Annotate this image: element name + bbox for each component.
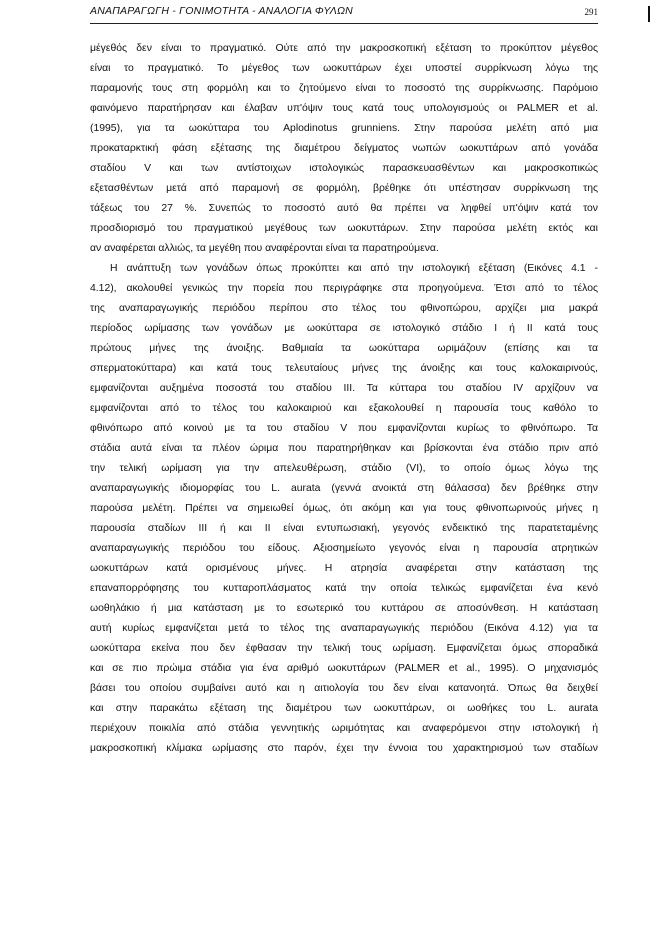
page-number: 291 — [584, 7, 598, 17]
text-line: είναι το πραγματικό. Το μέγεθος των ωοκυττάρων έχει υποστεί συρρίκνωση λόγω της — [90, 63, 598, 74]
text-line: την τελική ωρίμαση για την απελευθέρωση, στάδιο (VI), το οποίο όμως λόγω της — [90, 463, 598, 474]
text-line: αναπαραγωγικής περιόδου του είδους. Αξιοσημείωτο γεγονός είναι η παρουσία ατρητικών — [90, 543, 598, 554]
text-line: εμφανίζονται από το τέλος του καλοκαιριού και εξακολουθεί η παρουσία τους καθόλο το — [90, 403, 598, 414]
text-line: εξετασθέντων μετά από παραμονή σε φορμόλη, βρέθηκε ότι υπέστησαν συρρίκνωση της — [90, 183, 598, 194]
text-line: σπερματοκύτταρα) και κατά τους τελευταίους μήνες της άνοιξης και τους καλοκαιρινούς, — [90, 363, 598, 374]
text-line: περίοδος ωρίμασης των γονάδων με ωοκύτταρα σε ιστολογικό στάδιο Ι ή ΙΙ κατά τους — [90, 323, 598, 334]
text-line: παραμονής τους στη φορμόλη και το ζητούμενο είναι το ποσοστό της συρρίκνωσης. Παρόμοιο — [90, 83, 598, 94]
text-line: πρώτους μήνες της άνοιξης. Βαθμιαία τα ωοκύτταρα ωριμάζουν (επίσης και τα — [90, 343, 598, 354]
text-line: ωοθηλάκιο ή μια κατάσταση με το εσωτερικό του κυττάρου σε αποσύνθεση. Η κατάσταση — [90, 603, 598, 614]
text-line: προκαταρκτική φάση εξέτασης της διαμέτρου δείγματος νωπών ωοκυττάρων από γονάδα — [90, 143, 598, 154]
text-line: της αναπαραγωγικής περιόδου περίπου στο τέλος του φθινοπώρου, αρχίζει μια μακρά — [90, 303, 598, 314]
text-line: ωοκυττάρων κατά ορισμένους μήνες. Η ατρησία αναφέρεται στην κατάσταση της — [90, 563, 598, 574]
text-line: μακροσκοπική κλίμακα ωρίμασης στο παρόν, έχει την έννοια του χαρακτηρισμού των σταδίων — [90, 743, 598, 754]
text-line: στάδια αυτά είναι τα πλέον ώριμα που παρατηρήθηκαν και βρίσκονται ένα στάδιο πριν από — [90, 443, 598, 454]
text-line: παρουσία σταδίων ΙΙΙ ή και ΙΙ είναι εντυπωσιακή, γεγονός ενδεικτικό της παρατεταμένης — [90, 523, 598, 534]
text-line: αυτή κυρίως εμφανίζεται μετά το τέλος της αναπαραγωγικής περιόδου (Εικόνα 4.12) για τα — [90, 623, 598, 634]
text-line: 4.12), ακολουθεί γενικώς την πορεία που περιγράφηκε στα προηγούμενα. Έτσι από το τέλος — [90, 283, 598, 294]
running-header-title: ΑΝΑΠΑΡΑΓΩΓΗ - ΓΟΝΙΜΟΤΗΤΑ - ΑΝΑΛΟΓΙΑ ΦΥΛΩΝ — [90, 5, 353, 17]
text-line: και στην παρακάτω εξέταση της διαμέτρου των ωοκυττάρων, οι ωοθήκες του L. aurata — [90, 703, 598, 714]
running-header — [90, 5, 598, 24]
text-line: φαινόμενο παρατήρησαν και έλαβαν υπ'όψιν τους κατά τους υπολογισμούς οι PALMER et al. — [90, 103, 598, 114]
text-line: βάσει του οποίου συμβαίνει αυτό και η αιτιολογία του δεν είναι κατανοητά. Όπως θα δειχθεί — [90, 683, 598, 694]
text-line: αν αναφέρεται αλλιώς, τα μεγέθη που αναφέρονται είναι τα παρατηρούμενα. — [90, 243, 439, 254]
text-line: Η ανάπτυξη των γονάδων όπως προκύπτει και από την ιστολογική εξέταση (Εικόνες 4.1 - — [110, 263, 598, 274]
text-line: αναπαραγωγικής ιδιομορφίας του L. aurata (γεννά ανοικτά στη θάλασσα) δεν βρέθηκε στην — [90, 483, 598, 494]
text-line: (1995), για τα ωοκύτταρα του Aplodinotus grunniens. Στην παρούσα μελέτη από μια — [90, 123, 598, 134]
text-line: φθινόπωρο από κοινού με τα του σταδίου V που εμφανίζονται κυρίως το φθινόπωρο. Τα — [90, 423, 598, 434]
text-line: τάξεως του 27 %. Συνεπώς το ποσοστό αυτό θα πρέπει να ληφθεί υπ'όψιν κατά τον — [90, 203, 598, 214]
text-line: ωοκύτταρα εκείνα που δεν έφθασαν την τελική τους ωρίμαση. Εμφανίζεται όμως σποραδικά — [90, 643, 598, 654]
text-line: παρούσα μελέτη. Πρέπει να σημειωθεί όμως, ότι ακόμη και για τους φθινοπωρινούς μήνες η — [90, 503, 598, 514]
text-line: επαναπορρόφησης του κυτταροπλάσματος κατά την οποία τελικώς εμφανίζεται ένα κενό — [90, 583, 598, 594]
scan-margin-mark — [648, 6, 650, 22]
text-line: προσδιορισμό του πραγματικού μεγέθους των ωοκυττάρων. Στην παρούσα μελέτη εκτός και — [90, 223, 598, 234]
text-line: εμφανίζονται αυξημένα ποσοστά του σταδίου ΙΙΙ. Τα κύτταρα του σταδίου IV αρχίζουν να — [90, 383, 598, 394]
text-line: σταδίου V και των αντίστοιχων ιστολογικώς παρασκευασθέντων και μακροσκοπικώς — [90, 163, 598, 174]
text-line: και σε πιο πρώιμα στάδια για ένα αριθμό ωοκυττάρων (PALMER et al., 1995). Ο μηχανισμός — [90, 663, 598, 674]
text-line: μέγεθός δεν είναι το πραγματικό. Ούτε από την μακροσκοπική εξέταση το προκύπτον μέγεθος — [90, 43, 598, 54]
text-line: περιέχουν ποικιλία από στάδια γεννητικής ωριμότητας και αναφερόμενοι στην ιστολογική ή — [90, 723, 598, 734]
